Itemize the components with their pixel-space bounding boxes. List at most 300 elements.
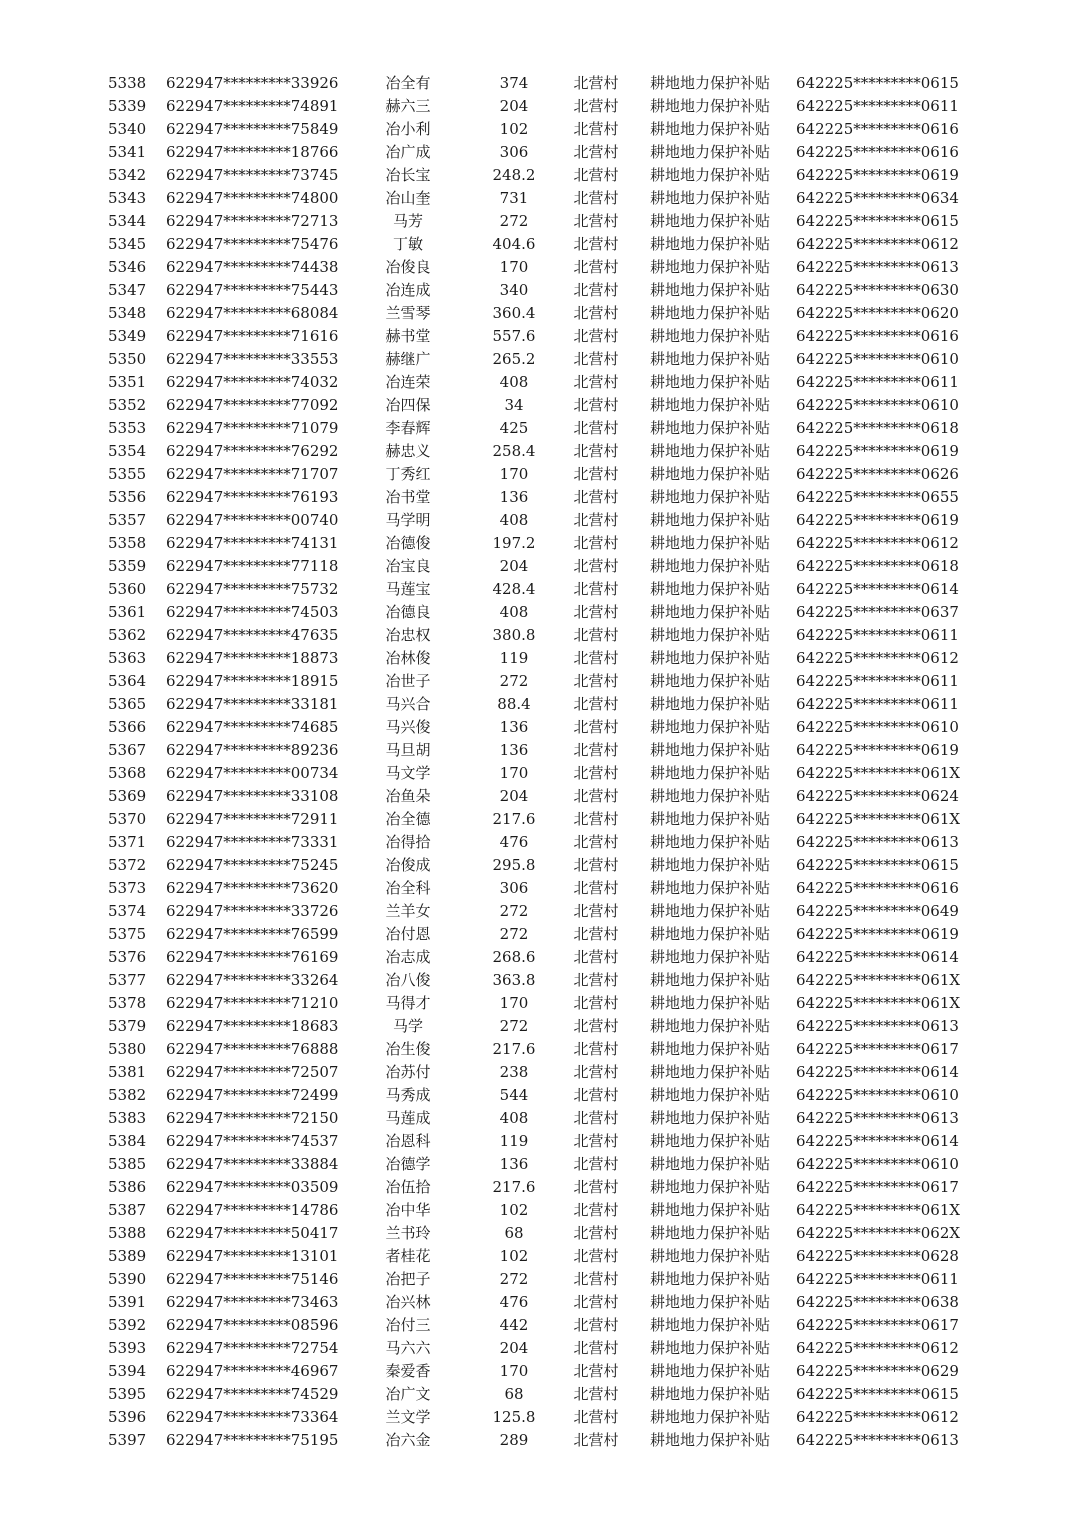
row-item: 耕地地力保护补贴	[649, 1362, 770, 1380]
row-amount: 136	[499, 488, 529, 506]
table-row	[0, 394, 1074, 417]
table-row	[0, 233, 1074, 256]
row-amount: 258.4	[492, 442, 536, 460]
row-amount: 68	[504, 1224, 524, 1242]
row-amount: 217.6	[492, 1178, 536, 1196]
row-item: 耕地地力保护补贴	[649, 350, 770, 368]
row-id-number: 642225*********0614	[796, 1132, 959, 1150]
row-name: 马芳	[392, 212, 423, 230]
row-amount: 476	[499, 1293, 529, 1311]
row-id-number: 642225*********0611	[796, 626, 959, 644]
row-seq: 5391	[108, 1293, 147, 1311]
row-item: 耕地地力保护补贴	[649, 1316, 770, 1334]
row-id-number: 642225*********0624	[796, 787, 959, 805]
table-row	[0, 808, 1074, 831]
row-name: 李春辉	[385, 419, 431, 437]
row-item: 耕地地力保护补贴	[649, 1201, 770, 1219]
row-village: 北营村	[573, 948, 619, 966]
row-village: 北营村	[573, 1247, 619, 1265]
row-seq: 5361	[108, 603, 147, 621]
row-seq: 5347	[108, 281, 147, 299]
row-account: 622947*********75195	[166, 1431, 339, 1449]
row-id-number: 642225*********0612	[796, 1408, 959, 1426]
row-id-number: 642225*********061X	[796, 994, 961, 1012]
row-seq: 5354	[108, 442, 147, 460]
row-village: 北营村	[573, 166, 619, 184]
row-seq: 5340	[108, 120, 147, 138]
row-name: 兰文学	[385, 1408, 431, 1426]
row-village: 北营村	[573, 1132, 619, 1150]
table-row	[0, 1245, 1074, 1268]
row-amount: 272	[499, 925, 529, 943]
row-name: 冶德良	[385, 603, 431, 621]
table-row	[0, 992, 1074, 1015]
row-village: 北营村	[573, 1040, 619, 1058]
row-id-number: 642225*********0619	[796, 442, 959, 460]
row-village: 北营村	[573, 534, 619, 552]
row-account: 622947*********18873	[166, 649, 339, 667]
row-seq: 5351	[108, 373, 147, 391]
row-account: 622947*********75849	[166, 120, 339, 138]
row-item: 耕地地力保护补贴	[649, 74, 770, 92]
row-account: 622947*********71210	[166, 994, 339, 1012]
row-item: 耕地地力保护补贴	[649, 741, 770, 759]
row-name: 冶把子	[385, 1270, 431, 1288]
row-item: 耕地地力保护补贴	[649, 971, 770, 989]
row-account: 622947*********76169	[166, 948, 339, 966]
table-row	[0, 946, 1074, 969]
row-village: 北营村	[573, 304, 619, 322]
row-village: 北营村	[573, 396, 619, 414]
row-account: 622947*********68084	[166, 304, 339, 322]
table-row	[0, 624, 1074, 647]
row-item: 耕地地力保护补贴	[649, 557, 770, 575]
row-item: 耕地地力保护补贴	[649, 488, 770, 506]
row-id-number: 642225*********0611	[796, 672, 959, 690]
row-name: 赫忠义	[385, 442, 431, 460]
row-seq: 5360	[108, 580, 147, 598]
row-name: 冶连荣	[385, 373, 431, 391]
table-row	[0, 1038, 1074, 1061]
row-id-number: 642225*********0610	[796, 350, 959, 368]
row-account: 622947*********73463	[166, 1293, 339, 1311]
row-account: 622947*********33108	[166, 787, 339, 805]
table-row	[0, 1268, 1074, 1291]
row-amount: 170	[499, 1362, 529, 1380]
row-amount: 425	[499, 419, 529, 437]
row-name: 马学明	[385, 511, 431, 529]
row-id-number: 642225*********0613	[796, 258, 959, 276]
row-name: 冶付三	[385, 1316, 431, 1334]
row-account: 622947*********72713	[166, 212, 339, 230]
row-amount: 731	[499, 189, 529, 207]
row-village: 北营村	[573, 1109, 619, 1127]
row-item: 耕地地力保护补贴	[649, 1247, 770, 1265]
row-name: 冶世子	[385, 672, 431, 690]
row-seq: 5388	[108, 1224, 147, 1242]
row-village: 北营村	[573, 787, 619, 805]
row-id-number: 642225*********0630	[796, 281, 959, 299]
row-account: 622947*********77092	[166, 396, 339, 414]
row-id-number: 642225*********0611	[796, 373, 959, 391]
table-row	[0, 1015, 1074, 1038]
row-name: 冶兴林	[385, 1293, 431, 1311]
row-name: 冶鱼朵	[385, 787, 431, 805]
row-village: 北营村	[573, 465, 619, 483]
row-seq: 5346	[108, 258, 147, 276]
row-item: 耕地地力保护补贴	[649, 304, 770, 322]
table-row	[0, 463, 1074, 486]
row-id-number: 642225*********0615	[796, 74, 959, 92]
row-id-number: 642225*********0628	[796, 1247, 959, 1265]
table-row	[0, 1061, 1074, 1084]
row-id-number: 642225*********0612	[796, 235, 959, 253]
table-row	[0, 1291, 1074, 1314]
row-name: 赫六三	[385, 97, 431, 115]
row-account: 622947*********75443	[166, 281, 339, 299]
row-name: 马兴俊	[385, 718, 431, 736]
row-village: 北营村	[573, 672, 619, 690]
row-name: 冶得拾	[385, 833, 431, 851]
row-seq: 5372	[108, 856, 147, 874]
table-row	[0, 670, 1074, 693]
row-amount: 408	[499, 603, 529, 621]
row-amount: 125.8	[492, 1408, 536, 1426]
row-item: 耕地地力保护补贴	[649, 419, 770, 437]
row-item: 耕地地力保护补贴	[649, 948, 770, 966]
row-id-number: 642225*********0626	[796, 465, 959, 483]
row-amount: 272	[499, 212, 529, 230]
row-account: 622947*********74891	[166, 97, 339, 115]
row-village: 北营村	[573, 971, 619, 989]
row-item: 耕地地力保护补贴	[649, 994, 770, 1012]
row-id-number: 642225*********0619	[796, 511, 959, 529]
row-village: 北营村	[573, 1155, 619, 1173]
row-village: 北营村	[573, 1063, 619, 1081]
table-row	[0, 877, 1074, 900]
row-village: 北营村	[573, 1178, 619, 1196]
table-row	[0, 785, 1074, 808]
row-account: 622947*********74685	[166, 718, 339, 736]
row-id-number: 642225*********0616	[796, 327, 959, 345]
row-amount: 204	[499, 1339, 529, 1357]
row-account: 622947*********08596	[166, 1316, 339, 1334]
row-seq: 5345	[108, 235, 147, 253]
row-item: 耕地地力保护补贴	[649, 764, 770, 782]
row-id-number: 642225*********0610	[796, 1086, 959, 1104]
row-seq: 5381	[108, 1063, 147, 1081]
table-row	[0, 348, 1074, 371]
row-id-number: 642225*********0610	[796, 1155, 959, 1173]
row-name: 冶志成	[385, 948, 431, 966]
row-name: 冶全德	[385, 810, 431, 828]
row-amount: 408	[499, 373, 529, 391]
row-item: 耕地地力保护补贴	[649, 672, 770, 690]
row-village: 北营村	[573, 695, 619, 713]
row-seq: 5363	[108, 649, 147, 667]
row-amount: 272	[499, 1017, 529, 1035]
row-id-number: 642225*********0619	[796, 741, 959, 759]
row-name: 冶山奎	[385, 189, 431, 207]
row-name: 冶连成	[385, 281, 431, 299]
row-item: 耕地地力保护补贴	[649, 373, 770, 391]
row-item: 耕地地力保护补贴	[649, 1293, 770, 1311]
row-item: 耕地地力保护补贴	[649, 212, 770, 230]
row-name: 冶苏付	[385, 1063, 431, 1081]
row-amount: 404.6	[492, 235, 536, 253]
row-amount: 217.6	[492, 1040, 536, 1058]
row-amount: 306	[499, 879, 529, 897]
row-account: 622947*********75146	[166, 1270, 339, 1288]
row-seq: 5385	[108, 1155, 147, 1173]
row-seq: 5359	[108, 557, 147, 575]
row-id-number: 642225*********0611	[796, 97, 959, 115]
row-account: 622947*********72499	[166, 1086, 339, 1104]
row-account: 622947*********18766	[166, 143, 339, 161]
row-amount: 102	[499, 120, 529, 138]
row-account: 622947*********74131	[166, 534, 339, 552]
row-village: 北营村	[573, 603, 619, 621]
row-item: 耕地地力保护补贴	[649, 1270, 770, 1288]
table-row	[0, 578, 1074, 601]
row-item: 耕地地力保护补贴	[649, 902, 770, 920]
row-name: 马旦胡	[385, 741, 431, 759]
row-account: 622947*********73364	[166, 1408, 339, 1426]
row-name: 冶德学	[385, 1155, 431, 1173]
row-id-number: 642225*********0617	[796, 1040, 959, 1058]
row-village: 北营村	[573, 1293, 619, 1311]
row-seq: 5387	[108, 1201, 147, 1219]
row-village: 北营村	[573, 810, 619, 828]
row-id-number: 642225*********0616	[796, 143, 959, 161]
row-village: 北营村	[573, 120, 619, 138]
table-row	[0, 854, 1074, 877]
row-id-number: 642225*********061X	[796, 764, 961, 782]
row-amount: 170	[499, 465, 529, 483]
row-item: 耕地地力保护补贴	[649, 327, 770, 345]
table-row	[0, 831, 1074, 854]
row-name: 兰书玲	[385, 1224, 431, 1242]
row-amount: 289	[499, 1431, 529, 1449]
table-row	[0, 1314, 1074, 1337]
row-seq: 5377	[108, 971, 147, 989]
row-account: 622947*********72911	[166, 810, 339, 828]
row-id-number: 642225*********0614	[796, 948, 959, 966]
row-id-number: 642225*********0615	[796, 212, 959, 230]
row-name: 丁秀红	[385, 465, 431, 483]
table-row	[0, 716, 1074, 739]
row-amount: 204	[499, 97, 529, 115]
row-id-number: 642225*********0618	[796, 557, 959, 575]
row-village: 北营村	[573, 235, 619, 253]
row-village: 北营村	[573, 1017, 619, 1035]
row-id-number: 642225*********0634	[796, 189, 959, 207]
table-row	[0, 141, 1074, 164]
row-name: 冶长宝	[385, 166, 431, 184]
row-name: 冶宝良	[385, 557, 431, 575]
row-seq: 5358	[108, 534, 147, 552]
row-seq: 5344	[108, 212, 147, 230]
row-seq: 5379	[108, 1017, 147, 1035]
row-account: 622947*********33264	[166, 971, 339, 989]
table-row	[0, 325, 1074, 348]
row-name: 马兴合	[385, 695, 431, 713]
row-seq: 5338	[108, 74, 147, 92]
row-village: 北营村	[573, 1408, 619, 1426]
row-name: 冶八俊	[385, 971, 431, 989]
row-seq: 5365	[108, 695, 147, 713]
row-account: 622947*********33181	[166, 695, 339, 713]
table-row	[0, 1360, 1074, 1383]
row-id-number: 642225*********0617	[796, 1178, 959, 1196]
row-name: 冶付恩	[385, 925, 431, 943]
row-item: 耕地地力保护补贴	[649, 1178, 770, 1196]
row-village: 北营村	[573, 143, 619, 161]
row-village: 北营村	[573, 925, 619, 943]
row-item: 耕地地力保护补贴	[649, 695, 770, 713]
row-amount: 340	[499, 281, 529, 299]
row-account: 622947*********76599	[166, 925, 339, 943]
row-village: 北营村	[573, 879, 619, 897]
row-item: 耕地地力保护补贴	[649, 879, 770, 897]
row-account: 622947*********33553	[166, 350, 339, 368]
row-id-number: 642225*********0619	[796, 925, 959, 943]
row-village: 北营村	[573, 442, 619, 460]
table-row	[0, 1222, 1074, 1245]
row-account: 622947*********77118	[166, 557, 339, 575]
row-item: 耕地地力保护补贴	[649, 1132, 770, 1150]
row-account: 622947*********18915	[166, 672, 339, 690]
row-amount: 360.4	[492, 304, 536, 322]
row-village: 北营村	[573, 419, 619, 437]
row-id-number: 642225*********0614	[796, 1063, 959, 1081]
row-item: 耕地地力保护补贴	[649, 1017, 770, 1035]
row-account: 622947*********74032	[166, 373, 339, 391]
table-row	[0, 279, 1074, 302]
row-seq: 5397	[108, 1431, 147, 1449]
row-village: 北营村	[573, 74, 619, 92]
row-amount: 68	[504, 1385, 524, 1403]
row-seq: 5370	[108, 810, 147, 828]
row-village: 北营村	[573, 1362, 619, 1380]
row-seq: 5393	[108, 1339, 147, 1357]
row-id-number: 642225*********0611	[796, 1270, 959, 1288]
row-account: 622947*********72150	[166, 1109, 339, 1127]
row-id-number: 642225*********0613	[796, 833, 959, 851]
row-id-number: 642225*********0613	[796, 1431, 959, 1449]
row-amount: 102	[499, 1247, 529, 1265]
row-seq: 5386	[108, 1178, 147, 1196]
row-id-number: 642225*********062X	[796, 1224, 961, 1242]
row-seq: 5339	[108, 97, 147, 115]
row-account: 622947*********73331	[166, 833, 339, 851]
row-seq: 5383	[108, 1109, 147, 1127]
row-account: 622947*********72754	[166, 1339, 339, 1357]
row-id-number: 642225*********0615	[796, 856, 959, 874]
row-village: 北营村	[573, 488, 619, 506]
table-row	[0, 762, 1074, 785]
row-item: 耕地地力保护补贴	[649, 1431, 770, 1449]
row-amount: 272	[499, 672, 529, 690]
row-name: 马莲成	[385, 1109, 431, 1127]
row-id-number: 642225*********0638	[796, 1293, 959, 1311]
row-village: 北营村	[573, 97, 619, 115]
row-amount: 374	[499, 74, 529, 92]
row-name: 冶广成	[385, 143, 431, 161]
row-name: 冶全有	[385, 74, 431, 92]
row-seq: 5341	[108, 143, 147, 161]
row-name: 兰羊女	[385, 902, 431, 920]
row-seq: 5364	[108, 672, 147, 690]
row-amount: 204	[499, 557, 529, 575]
row-name: 冶六金	[385, 1431, 431, 1449]
row-amount: 268.6	[492, 948, 536, 966]
table-row	[0, 693, 1074, 716]
row-amount: 170	[499, 994, 529, 1012]
row-amount: 544	[499, 1086, 529, 1104]
row-name: 丁敏	[392, 235, 423, 253]
row-item: 耕地地力保护补贴	[649, 120, 770, 138]
row-seq: 5349	[108, 327, 147, 345]
row-item: 耕地地力保护补贴	[649, 235, 770, 253]
row-village: 北营村	[573, 1224, 619, 1242]
row-seq: 5369	[108, 787, 147, 805]
row-account: 622947*********50417	[166, 1224, 339, 1242]
subsidy-table	[0, 72, 1074, 1452]
row-seq: 5380	[108, 1040, 147, 1058]
row-name: 马莲宝	[385, 580, 431, 598]
table-row	[0, 164, 1074, 187]
row-seq: 5371	[108, 833, 147, 851]
row-item: 耕地地力保护补贴	[649, 143, 770, 161]
row-seq: 5362	[108, 626, 147, 644]
row-id-number: 642225*********0616	[796, 120, 959, 138]
row-name: 马学	[392, 1017, 423, 1035]
row-name: 冶俊成	[385, 856, 431, 874]
row-id-number: 642225*********0612	[796, 1339, 959, 1357]
row-id-number: 642225*********0616	[796, 879, 959, 897]
row-name: 冶俊良	[385, 258, 431, 276]
row-amount: 363.8	[492, 971, 536, 989]
row-account: 622947*********75732	[166, 580, 339, 598]
row-item: 耕地地力保护补贴	[649, 833, 770, 851]
row-item: 耕地地力保护补贴	[649, 925, 770, 943]
table-row	[0, 1130, 1074, 1153]
row-name: 冶小利	[385, 120, 431, 138]
row-amount: 272	[499, 902, 529, 920]
row-name: 赫继广	[385, 350, 431, 368]
row-name: 者桂花	[385, 1247, 431, 1265]
table-row	[0, 969, 1074, 992]
row-account: 622947*********33884	[166, 1155, 339, 1173]
row-name: 赫书堂	[385, 327, 431, 345]
row-item: 耕地地力保护补贴	[649, 649, 770, 667]
row-village: 北营村	[573, 1086, 619, 1104]
row-seq: 5389	[108, 1247, 147, 1265]
row-id-number: 642225*********0617	[796, 1316, 959, 1334]
row-account: 622947*********72507	[166, 1063, 339, 1081]
row-name: 兰雪琴	[385, 304, 431, 322]
row-seq: 5357	[108, 511, 147, 529]
row-name: 冶伍拾	[385, 1178, 431, 1196]
row-amount: 428.4	[492, 580, 536, 598]
row-amount: 265.2	[492, 350, 536, 368]
row-item: 耕地地力保护补贴	[649, 603, 770, 621]
table-row	[0, 417, 1074, 440]
row-item: 耕地地力保护补贴	[649, 1063, 770, 1081]
row-seq: 5392	[108, 1316, 147, 1334]
row-village: 北营村	[573, 741, 619, 759]
